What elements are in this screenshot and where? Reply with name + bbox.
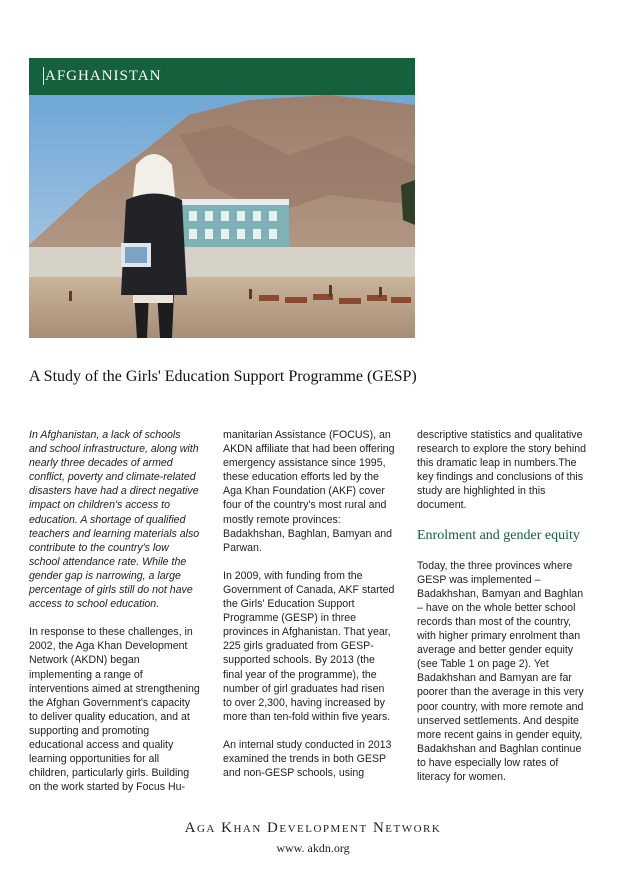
section-heading: Enrolment and gender equity <box>417 527 580 543</box>
footer-organization: Aga Khan Development Network <box>184 820 442 836</box>
paragraph: An internal study conducted in 2013 examined the trends in both GESP and non-GESP schools, using <box>223 738 392 780</box>
column-1 <box>29 428 201 808</box>
column-3 <box>417 428 589 798</box>
paragraph: In 2009, with funding from the Government of Canada, AKF started the Girls' Education Support Programme (GESP) in three provinces in Afghanistan. That year, 225 girls graduated from GESP-supported schools. By 2013 (the final year of the programme), the number of girl graduates had risen to over 2,300, having increased by more than ten-fold within five years. <box>223 569 395 723</box>
country-banner <box>29 58 415 95</box>
paragraph: Today, the three provinces where GESP was implemented – Badakhshan, Bamyan and Baghlan – have on the whole better school records than most of the country, with higher primary enrolment than average and better gender equity (see Table 1 on page 2). Yet Badakhshan and Bamyan are far poorer than the average in this very poor country, with more remote and unserved settlements. And despite more recent gains in gender equity, Badakhshan and Baghlan continue to have especially low rates of literacy for women. <box>417 559 584 783</box>
column-2 <box>223 428 395 794</box>
paragraph: In response to these challenges, in 2002, the Aga Khan Development Network (AKDN) began implementing a range of interventions aimed at strengthening the Afghan Government's capacity to deliver quality education, and at supporting and promoting educational access and quality learning opportunities for all children, particularly girls. Building on the work started by Focus Hu- <box>29 626 200 794</box>
text-cursor <box>43 67 44 85</box>
footer-website-link[interactable]: www. akdn.org <box>276 841 350 855</box>
paragraph: manitarian Assistance (FOCUS), an AKDN affiliate that had been offering emergency assistance since 1995, these education efforts led by the Aga Khan Foundation (AKF) cover four of the country's most rural and mostly remote provinces: Badakhshan, Baghlan, Bamyan and Parwan. <box>223 429 395 554</box>
paragraph: descriptive statistics and qualitative research to explore the story behind this dramatic leap in numbers.The key findings and conclusions of this study are highlighted in this document. <box>417 429 587 512</box>
intro-paragraph: In Afghanistan, a lack of schools and school infrastructure, along with nearly three decades of armed conflict, poverty and climate-related disasters have had a direct negative impact on children's access to education. A shortage of qualified teachers and learning materials also contribute to the country's low school attendance rate. While the gender gap is narrowing, a large percentage of girls still do not have access to school education. <box>29 429 200 611</box>
banner-label: AFGHANISTAN <box>45 68 162 84</box>
document-title: A Study of the Girls' Education Support Programme (GESP) <box>29 368 417 385</box>
cover-photo <box>29 95 415 338</box>
